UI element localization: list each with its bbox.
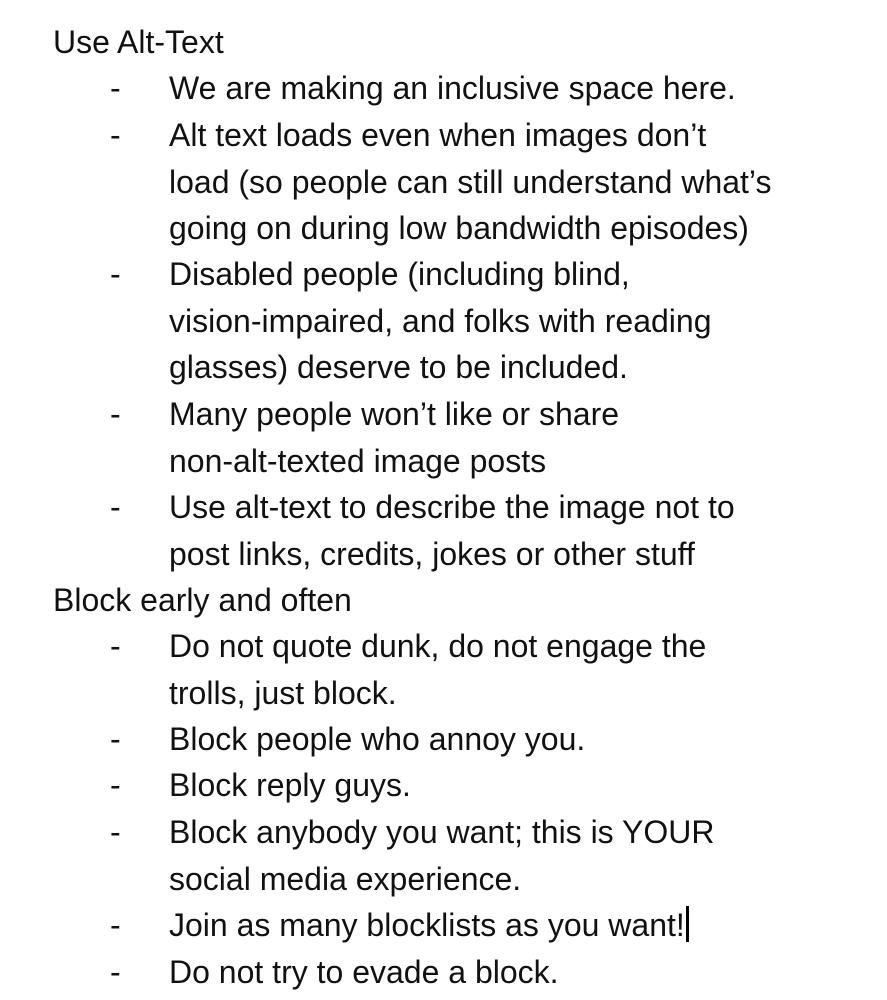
list-item-text[interactable]: Block anybody you want; this is YOUR social media experience. [169, 814, 715, 897]
bullet-dash: - [110, 814, 121, 850]
list-item-text[interactable]: Use alt-text to describe the image not to post links, credits, jokes or other stuff [169, 489, 735, 572]
bullet-dash: - [110, 767, 121, 803]
list-item-text[interactable]: We are making an inclusive space here. [169, 70, 736, 106]
list-item-text[interactable]: Block reply guys. [169, 767, 411, 803]
list-item-text[interactable]: Alt text loads even when images don’t load (so people can still understand what’s going on during low bandwidth episodes) [169, 117, 772, 246]
text-cursor [686, 906, 689, 942]
list-item-text[interactable]: Join as many blocklists as you want! [169, 907, 685, 943]
bullet-dash: - [110, 489, 121, 525]
list-item-text[interactable]: Block people who annoy you. [169, 721, 586, 757]
list-item-text[interactable]: Do not try to evade a block. [169, 954, 559, 990]
list-item-text-with-cursor[interactable] [169, 902, 859, 949]
bullet-dash: - [110, 256, 121, 292]
list-item-text[interactable]: Many people won’t like or share non-alt-texted image posts [169, 396, 620, 479]
bullet-dash: - [110, 907, 121, 943]
section-heading-block: Block early and often [53, 582, 352, 618]
bullet-dash: - [110, 721, 121, 757]
bullet-dash: - [110, 954, 121, 990]
bullet-dash: - [110, 628, 121, 664]
bullet-dash: - [110, 70, 121, 106]
bullet-dash: - [110, 117, 121, 153]
list-item-text[interactable]: Disabled people (including blind, vision-impaired, and folks with reading glasses) deserve to be included. [169, 256, 712, 385]
section-heading-alt-text: Use Alt-Text [53, 24, 224, 60]
list-item-text[interactable]: Do not quote dunk, do not engage the trolls, just block. [169, 628, 707, 711]
bullet-dash: - [110, 396, 121, 432]
